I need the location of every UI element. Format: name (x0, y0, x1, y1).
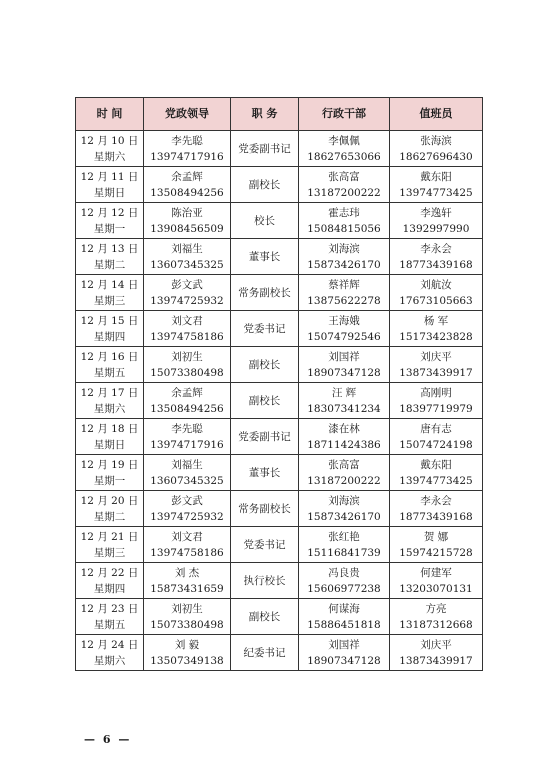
leader-leader: 刘 毅 (174, 638, 200, 651)
date-date: 12 月 17 日 (80, 386, 139, 399)
date-weekday: 星期二 (93, 510, 126, 523)
duty-cell (390, 239, 483, 275)
table-row (76, 527, 483, 563)
admin-admin-phone: 15074792546 (307, 330, 381, 343)
duty-cell (390, 347, 483, 383)
duty-duty-phone: 18397719979 (399, 402, 473, 415)
date-date: 12 月 13 日 (80, 242, 139, 255)
position-position: 董事长 (248, 466, 281, 479)
admin-admin-phone: 18627653066 (307, 150, 381, 163)
duty-duty-phone: 13873439917 (399, 366, 473, 379)
date-weekday: 星期一 (93, 222, 126, 235)
date-weekday: 星期六 (93, 402, 126, 415)
table-row (76, 491, 483, 527)
date-date: 12 月 14 日 (80, 278, 139, 291)
table-row (76, 275, 483, 311)
duty-duty: 杨 军 (423, 314, 449, 327)
leader-leader-phone: 13974725932 (150, 510, 224, 523)
admin-admin: 汪 辉 (331, 386, 357, 399)
duty-duty: 贺 娜 (423, 530, 449, 543)
position-cell (231, 311, 299, 347)
position-position: 校长 (254, 214, 275, 227)
admin-cell (299, 203, 390, 239)
position-cell (231, 203, 299, 239)
position-cell (231, 347, 299, 383)
duty-duty-phone: 17673105663 (399, 294, 473, 307)
position-position: 常务副校长 (238, 502, 291, 515)
table-row (76, 563, 483, 599)
admin-admin-phone: 18907347128 (307, 654, 381, 667)
duty-duty-phone: 13873439917 (399, 654, 473, 667)
admin-admin-phone: 15084815056 (307, 222, 381, 235)
leader-leader: 李先聪 (171, 422, 203, 435)
leader-leader-phone: 13974725932 (150, 294, 224, 307)
duty-duty: 李逸轩 (420, 206, 452, 219)
admin-admin: 李佩佩 (328, 134, 360, 147)
date-date: 12 月 15 日 (80, 314, 139, 327)
duty-cell (390, 275, 483, 311)
duty-duty-phone: 13974773425 (399, 186, 473, 199)
header-position: 职 务 (231, 98, 299, 131)
position-cell (231, 455, 299, 491)
date-cell (76, 527, 144, 563)
duty-cell (390, 167, 483, 203)
header-duty-officer: 值班员 (390, 98, 483, 131)
date-cell (76, 419, 144, 455)
admin-admin: 漆在林 (328, 422, 360, 435)
leader-cell (144, 167, 231, 203)
header-admin-cadre: 行政干部 (299, 98, 390, 131)
leader-cell (144, 311, 231, 347)
date-cell (76, 167, 144, 203)
position-cell (231, 527, 299, 563)
table-row (76, 599, 483, 635)
leader-leader-phone: 13974717916 (150, 438, 224, 451)
leader-cell (144, 419, 231, 455)
date-weekday: 星期日 (93, 186, 126, 199)
duty-cell (390, 203, 483, 239)
duty-duty: 刘庆平 (420, 638, 452, 651)
table-body (76, 131, 483, 671)
admin-admin: 何谋海 (328, 602, 360, 615)
leader-leader: 刘初生 (171, 350, 203, 363)
duty-cell (390, 131, 483, 167)
date-cell (76, 635, 144, 671)
position-cell (231, 131, 299, 167)
position-cell (231, 491, 299, 527)
duty-duty-phone: 1392997990 (402, 222, 470, 235)
date-date: 12 月 24 日 (80, 638, 139, 651)
table-header-row (76, 98, 483, 131)
duty-duty: 戴东阳 (420, 458, 452, 471)
duty-cell (390, 635, 483, 671)
duty-duty: 方亮 (425, 602, 447, 615)
date-weekday: 星期六 (93, 150, 126, 163)
date-weekday: 星期三 (93, 294, 126, 307)
date-cell (76, 383, 144, 419)
header-time: 时 间 (76, 98, 144, 131)
table-row (76, 383, 483, 419)
position-cell (231, 563, 299, 599)
leader-leader-phone: 13974758186 (150, 330, 224, 343)
date-date: 12 月 23 日 (80, 602, 139, 615)
date-date: 12 月 21 日 (80, 530, 139, 543)
date-date: 12 月 20 日 (80, 494, 139, 507)
date-cell (76, 599, 144, 635)
position-cell (231, 275, 299, 311)
duty-duty: 唐有志 (420, 422, 452, 435)
date-cell (76, 203, 144, 239)
admin-admin-phone: 15606977238 (307, 582, 381, 595)
table-row (76, 419, 483, 455)
date-weekday: 星期三 (93, 546, 126, 559)
leader-leader: 刘 杰 (174, 566, 200, 579)
admin-cell (299, 491, 390, 527)
leader-leader: 陈治亚 (171, 206, 203, 219)
duty-duty: 李永会 (420, 242, 452, 255)
leader-leader: 刘福生 (171, 458, 203, 471)
admin-cell (299, 167, 390, 203)
date-cell (76, 311, 144, 347)
position-position: 副校长 (248, 610, 281, 623)
admin-admin: 刘海滨 (328, 494, 360, 507)
leader-leader-phone: 13974717916 (150, 150, 224, 163)
duty-duty: 刘庆平 (420, 350, 452, 363)
leader-leader: 刘福生 (171, 242, 203, 255)
admin-admin-phone: 15116841739 (307, 546, 381, 559)
position-position: 副校长 (248, 394, 281, 407)
duty-cell (390, 491, 483, 527)
admin-cell (299, 131, 390, 167)
duty-cell (390, 563, 483, 599)
leader-cell (144, 239, 231, 275)
duty-duty-phone: 18773439168 (399, 510, 473, 523)
position-cell (231, 239, 299, 275)
duty-duty-phone: 18627696430 (399, 150, 473, 163)
position-position: 副校长 (248, 358, 281, 371)
position-position: 纪委书记 (243, 646, 286, 659)
date-weekday: 星期四 (93, 330, 126, 343)
leader-leader-phone: 15073380498 (150, 366, 224, 379)
date-weekday: 星期五 (93, 618, 126, 631)
date-date: 12 月 10 日 (80, 134, 139, 147)
leader-cell (144, 635, 231, 671)
duty-cell (390, 383, 483, 419)
duty-roster-table (75, 97, 483, 671)
duty-duty: 刘航汝 (420, 278, 452, 291)
admin-cell (299, 563, 390, 599)
admin-admin: 霍志玮 (328, 206, 360, 219)
duty-duty-phone: 18773439168 (399, 258, 473, 271)
leader-cell (144, 599, 231, 635)
admin-admin: 张高富 (328, 170, 360, 183)
duty-cell (390, 419, 483, 455)
admin-admin-phone: 13187200222 (307, 474, 381, 487)
admin-admin-phone: 15873426170 (307, 510, 381, 523)
date-cell (76, 347, 144, 383)
duty-cell (390, 527, 483, 563)
admin-admin: 蔡祥辉 (328, 278, 360, 291)
position-cell (231, 599, 299, 635)
date-date: 12 月 16 日 (80, 350, 139, 363)
admin-admin: 刘海滨 (328, 242, 360, 255)
table-row (76, 239, 483, 275)
duty-duty: 李永会 (420, 494, 452, 507)
table-row (76, 167, 483, 203)
date-date: 12 月 19 日 (80, 458, 139, 471)
date-weekday: 星期日 (93, 438, 126, 451)
duty-cell (390, 455, 483, 491)
admin-cell (299, 419, 390, 455)
table-row (76, 635, 483, 671)
leader-cell (144, 383, 231, 419)
table-row (76, 455, 483, 491)
date-weekday: 星期二 (93, 258, 126, 271)
table-row (76, 347, 483, 383)
table-row (76, 203, 483, 239)
duty-cell (390, 311, 483, 347)
duty-duty-phone: 13203070131 (399, 582, 473, 595)
position-cell (231, 383, 299, 419)
duty-duty-phone: 15974215728 (399, 546, 473, 559)
date-weekday: 星期五 (93, 366, 126, 379)
leader-leader-phone: 13507349138 (150, 654, 224, 667)
leader-cell (144, 455, 231, 491)
date-cell (76, 491, 144, 527)
leader-leader: 余孟辉 (171, 386, 203, 399)
leader-leader-phone: 13508494256 (150, 402, 224, 415)
leader-leader-phone: 13908456509 (150, 222, 224, 235)
admin-cell (299, 275, 390, 311)
leader-cell (144, 347, 231, 383)
leader-leader: 刘文君 (171, 314, 203, 327)
leader-leader-phone: 15873431659 (150, 582, 224, 595)
leader-leader-phone: 13974758186 (150, 546, 224, 559)
position-position: 党委书记 (243, 538, 286, 551)
leader-leader: 彭文武 (171, 494, 203, 507)
duty-duty: 何建军 (420, 566, 452, 579)
position-position: 党委副书记 (238, 430, 291, 443)
duty-duty-phone: 13187312668 (399, 618, 473, 631)
duty-duty: 张海滨 (420, 134, 452, 147)
leader-leader: 李先聪 (171, 134, 203, 147)
admin-admin-phone: 13875622278 (307, 294, 381, 307)
date-cell (76, 455, 144, 491)
admin-admin: 张高富 (328, 458, 360, 471)
header-leader: 党政领导 (144, 98, 231, 131)
date-cell (76, 275, 144, 311)
leader-leader-phone: 15073380498 (150, 618, 224, 631)
position-position: 副校长 (248, 178, 281, 191)
position-cell (231, 167, 299, 203)
admin-cell (299, 599, 390, 635)
admin-admin-phone: 18711424386 (307, 438, 381, 451)
leader-cell (144, 203, 231, 239)
duty-duty-phone: 13974773425 (399, 474, 473, 487)
admin-admin-phone: 15886451818 (307, 618, 381, 631)
date-cell (76, 131, 144, 167)
admin-cell (299, 311, 390, 347)
admin-cell (299, 383, 390, 419)
admin-admin-phone: 18307341234 (307, 402, 381, 415)
leader-leader: 刘文君 (171, 530, 203, 543)
admin-cell (299, 455, 390, 491)
date-cell (76, 239, 144, 275)
admin-admin: 刘国祥 (328, 638, 360, 651)
position-cell (231, 635, 299, 671)
position-position: 董事长 (248, 250, 281, 263)
position-cell (231, 419, 299, 455)
leader-cell (144, 131, 231, 167)
duty-duty: 高刚明 (420, 386, 452, 399)
admin-cell (299, 635, 390, 671)
table-row (76, 311, 483, 347)
leader-cell (144, 275, 231, 311)
leader-leader-phone: 13508494256 (150, 186, 224, 199)
duty-duty: 戴东阳 (420, 170, 452, 183)
leader-leader: 余孟辉 (171, 170, 203, 183)
page-number: — 6 — (84, 733, 132, 746)
leader-leader: 刘初生 (171, 602, 203, 615)
admin-admin-phone: 15873426170 (307, 258, 381, 271)
position-position: 常务副校长 (238, 286, 291, 299)
position-position: 党委书记 (243, 322, 286, 335)
admin-admin: 王海娥 (328, 314, 360, 327)
leader-leader-phone: 13607345325 (150, 474, 224, 487)
leader-leader-phone: 13607345325 (150, 258, 224, 271)
leader-leader: 彭文武 (171, 278, 203, 291)
position-position: 党委副书记 (238, 142, 291, 155)
admin-admin: 冯良贵 (328, 566, 360, 579)
duty-duty-phone: 15173423828 (399, 330, 473, 343)
table-row (76, 131, 483, 167)
admin-admin: 刘国祥 (328, 350, 360, 363)
leader-cell (144, 563, 231, 599)
date-date: 12 月 22 日 (80, 566, 139, 579)
admin-admin-phone: 13187200222 (307, 186, 381, 199)
leader-cell (144, 527, 231, 563)
date-date: 12 月 11 日 (80, 170, 139, 183)
leader-cell (144, 491, 231, 527)
date-cell (76, 563, 144, 599)
admin-cell (299, 527, 390, 563)
duty-duty-phone: 15074724198 (399, 438, 473, 451)
admin-admin: 张红艳 (328, 530, 360, 543)
duty-cell (390, 599, 483, 635)
admin-admin-phone: 18907347128 (307, 366, 381, 379)
date-date: 12 月 12 日 (80, 206, 139, 219)
admin-cell (299, 347, 390, 383)
date-date: 12 月 18 日 (80, 422, 139, 435)
date-weekday: 星期四 (93, 582, 126, 595)
date-weekday: 星期一 (93, 474, 126, 487)
admin-cell (299, 239, 390, 275)
position-position: 执行校长 (243, 574, 286, 587)
date-weekday: 星期六 (93, 654, 126, 667)
